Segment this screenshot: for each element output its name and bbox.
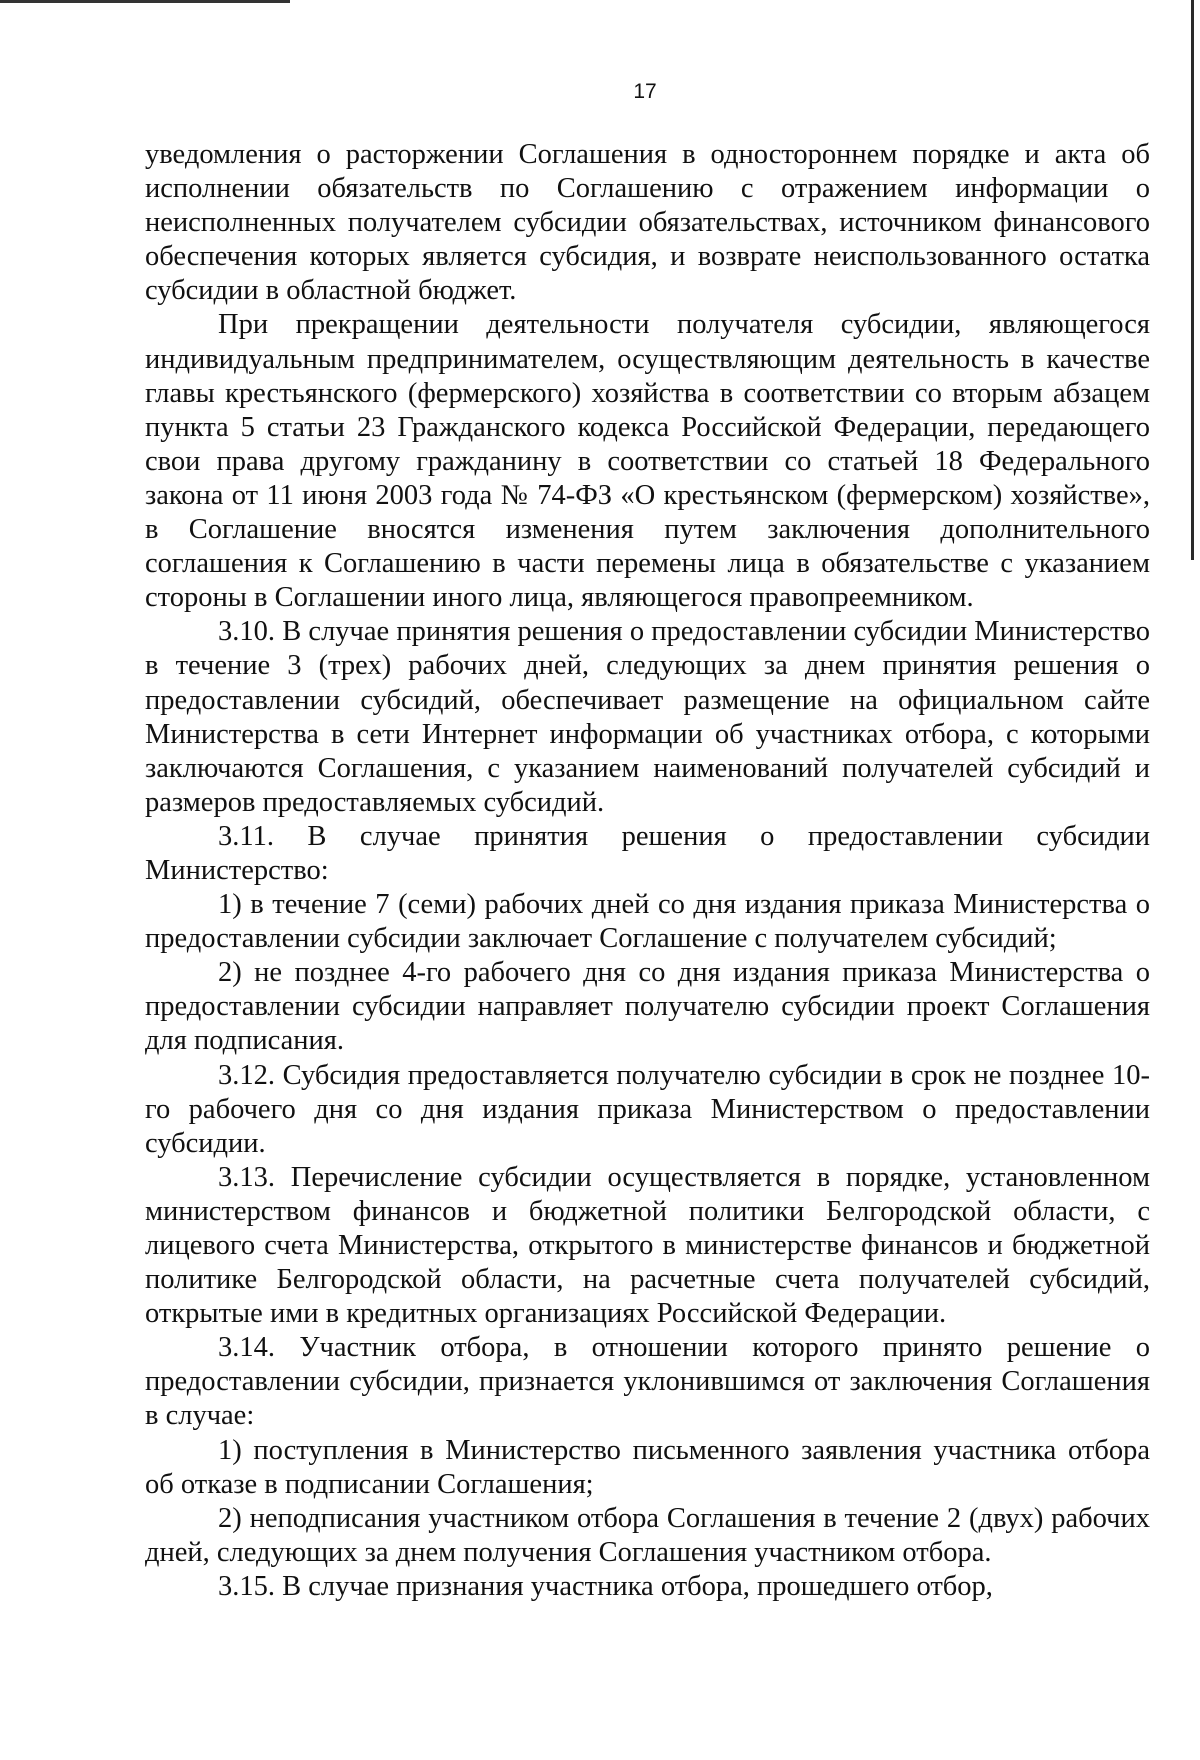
paragraph: 1) в течение 7 (семи) рабочих дней со дня издания приказа Министерства о предоставлении субсидии заключает Соглашение с получателем субсидий; — [145, 889, 1150, 955]
paragraph: 3.13. Перечисление субсидии осуществляется в порядке, установленном министерством финансов и бюджетной политики Белгородской области, с лицевого счета Министерства, открытого в министерстве финансов и бюджетной политике Белгородской области, на расчетные счета получателей субсидий, открытые ими в кредитных организациях Российской Федерации. — [145, 1161, 1150, 1330]
paragraph: уведомления о расторжении Соглашения в одностороннем порядке и акта об исполнении обязательств по Соглашению с отражением информации о неисполненных получателем субсидии обязательствах, источником финансового обеспечения которых является субсидия, и возврате неиспользованного остатка субсидии в областной бюджет. — [145, 139, 1150, 307]
paragraph: 2) не позднее 4-го рабочего дня со дня издания приказа Министерства о предоставлении субсидии направляет получателю субсидии проект Соглашения для подписания. — [145, 957, 1150, 1057]
paragraph: 3.12. Субсидия предоставляется получателю субсидии в срок не позднее 10-го рабочего дня со дня издания приказа Министерством о предоставлении субсидии. — [145, 1059, 1150, 1159]
scan-edge-top — [0, 0, 290, 3]
paragraph: При прекращении деятельности получателя субсидии, являющегося индивидуальным предпринимателем, осуществляющим деятельность в качестве главы крестьянского (фермерского) хозяйства в соответствии со вторым абзацем пункта 5 статьи 23 Гражданского кодекса Российской Федерации, передающего свои права другому гражданину в соответствии со статьей 18 Федерального закона от 11 июня 2003 года № 74-ФЗ «О крестьянском (фермерском) хозяйстве», в Соглашение вносятся изменения путем заключения дополнительного соглашения к Соглашению в части перемены лица в обязательстве с указанием стороны в Соглашении иного лица, являющегося правопреемником. — [145, 309, 1150, 614]
paragraph: 3.14. Участник отбора, в отношении которого принято решение о предоставлении субсидии, признается уклонившимся от заключения Соглашения в случае: — [145, 1332, 1150, 1432]
page-number: 17 — [633, 80, 657, 103]
paragraph: 3.10. В случае принятия решения о предоставлении субсидии Министерство в течение 3 (трех) рабочих дней, следующих за днем принятия решения о предоставлении субсидий, обеспечивает размещение на официальном сайте Министерства в сети Интернет информации об участниках отбора, с которыми заключаются Соглашения, с указанием наименований получателей субсидий и размеров предоставляемых субсидий. — [145, 616, 1150, 818]
document-body — [145, 138, 1150, 1604]
paragraph: 2) неподписания участником отбора Соглашения в течение 2 (двух) рабочих дней, следующих за днем получения Соглашения участником отбора. — [145, 1502, 1150, 1568]
paragraph: 3.11. В случае принятия решения о предоставлении субсидии Министерство: — [145, 820, 1150, 886]
paragraph: 1) поступления в Министерство письменного заявления участника отбора об отказе в подписании Соглашения; — [145, 1434, 1150, 1500]
paragraph: 3.15. В случае признания участника отбора, прошедшего отбор, — [218, 1570, 993, 1602]
